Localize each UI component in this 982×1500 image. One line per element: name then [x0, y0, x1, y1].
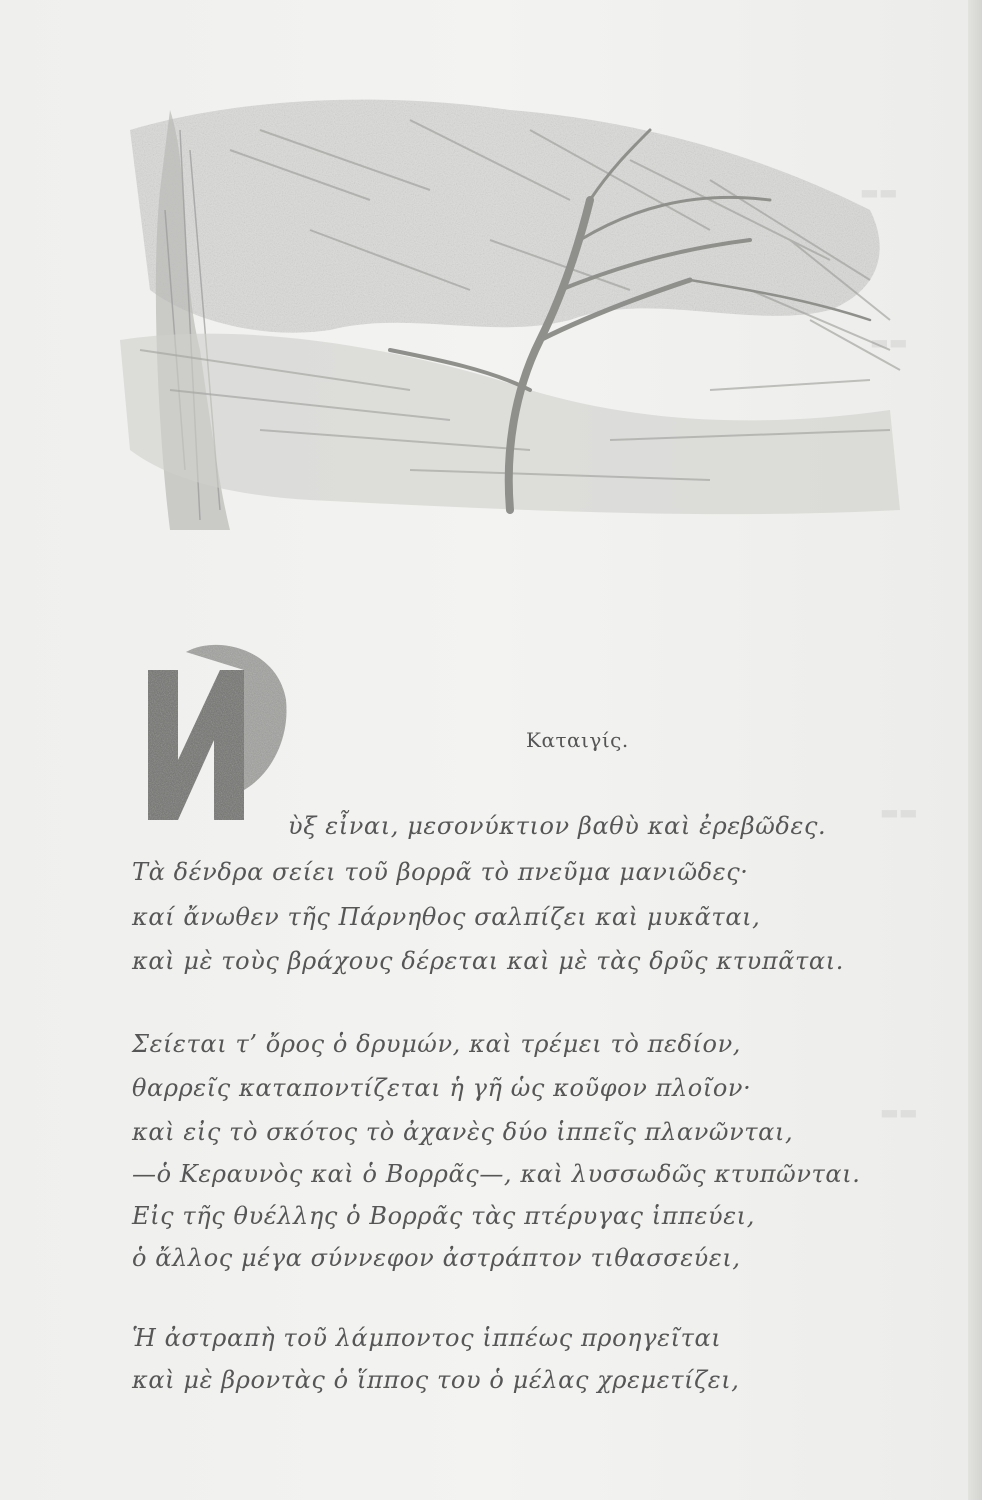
poem-line: καί ἄνωθεν τῆς Πάρνηθος σαλπίζει καὶ μυκᾶται,	[132, 903, 761, 931]
poem-line: Εἰς τῆς θυέλλης ὁ Βορρᾶς τὰς πτέρυγας ἱππεύει,	[132, 1202, 755, 1230]
drop-cap-n-ornament	[148, 640, 288, 830]
poem-line: θαρρεῖς καταποντίζεται ἡ γῆ ὡς κοῦφον πλοῖον·	[132, 1074, 752, 1102]
poem-line: καὶ μὲ τοὺς βράχους δέρεται καὶ μὲ τὰς δρῦς κτυπᾶται.	[132, 947, 844, 975]
book-page: ▬▬ ▬▬ ▬▬ ▬▬ Καταιγίς. ὺξ εἶναι, μεσονύκτιον βαθὺ καὶ ἐρεβῶδες. Τὰ δένδρα σείει τοῦ βορρᾶ τὸ πνεῦμα μανιῶδες· καί ἄνωθεν τῆς Πάρνηθος σαλπίζει καὶ μυκᾶται, καὶ μὲ τοὺς βράχους δέρεται καὶ μὲ τὰς δρῦς κτυπᾶται. Σείεται τ’ ὄρος ὁ δρυμών, καὶ τρέμει τὸ πεδίον, θαρρεῖς καταποντίζεται ἡ γῆ ὡς κοῦφον πλοῖον· καὶ εἰς τὸ σκότος τὸ ἀχανὲς δύο ἱππεῖς πλανῶνται, —ὁ Κεραυνὸς καὶ ὁ Βορρᾶς—, καὶ λυσσωδῶς κτυπῶνται. Εἰς τῆς θυέλλης ὁ Βορρᾶς τὰς πτέρυγας ἱππεύει, ὁ ἄλλος μέγα σύννεφον ἀστράπτον τιθασσεύει, Ἡ ἀστραπὴ τοῦ λάμποντος ἱππέως προηγεῖται καὶ μὲ βροντὰς ὁ ἵππος του ὁ μέλας χρεμετίζει,	[0, 0, 982, 1500]
poem-line: Ἡ ἀστραπὴ τοῦ λάμποντος ἱππέως προηγεῖται	[132, 1324, 722, 1352]
page-edge	[968, 0, 982, 1500]
poem-line: —ὁ Κεραυνὸς καὶ ὁ Βορρᾶς—, καὶ λυσσωδῶς κτυπῶνται.	[132, 1160, 861, 1188]
poem-line: καὶ εἰς τὸ σκότος τὸ ἀχανὲς δύο ἱππεῖς πλανῶνται,	[132, 1118, 794, 1146]
poem-line: ὁ ἄλλος μέγα σύννεφον ἀστράπτον τιθασσεύει,	[132, 1244, 741, 1272]
poem-line: καὶ μὲ βροντὰς ὁ ἵππος του ὁ μέλας χρεμετίζει,	[132, 1366, 740, 1394]
storm-tree-illustration	[110, 90, 910, 540]
poem-line: Τὰ δένδρα σείει τοῦ βορρᾶ τὸ πνεῦμα μανιῶδες·	[132, 858, 749, 886]
poem-line: Σείεται τ’ ὄρος ὁ δρυμών, καὶ τρέμει τὸ πεδίον,	[132, 1030, 742, 1058]
poem-title: Καταιγίς.	[526, 728, 629, 752]
poem-line: ὺξ εἶναι, μεσονύκτιον βαθὺ καὶ ἐρεβῶδες.	[288, 812, 827, 840]
